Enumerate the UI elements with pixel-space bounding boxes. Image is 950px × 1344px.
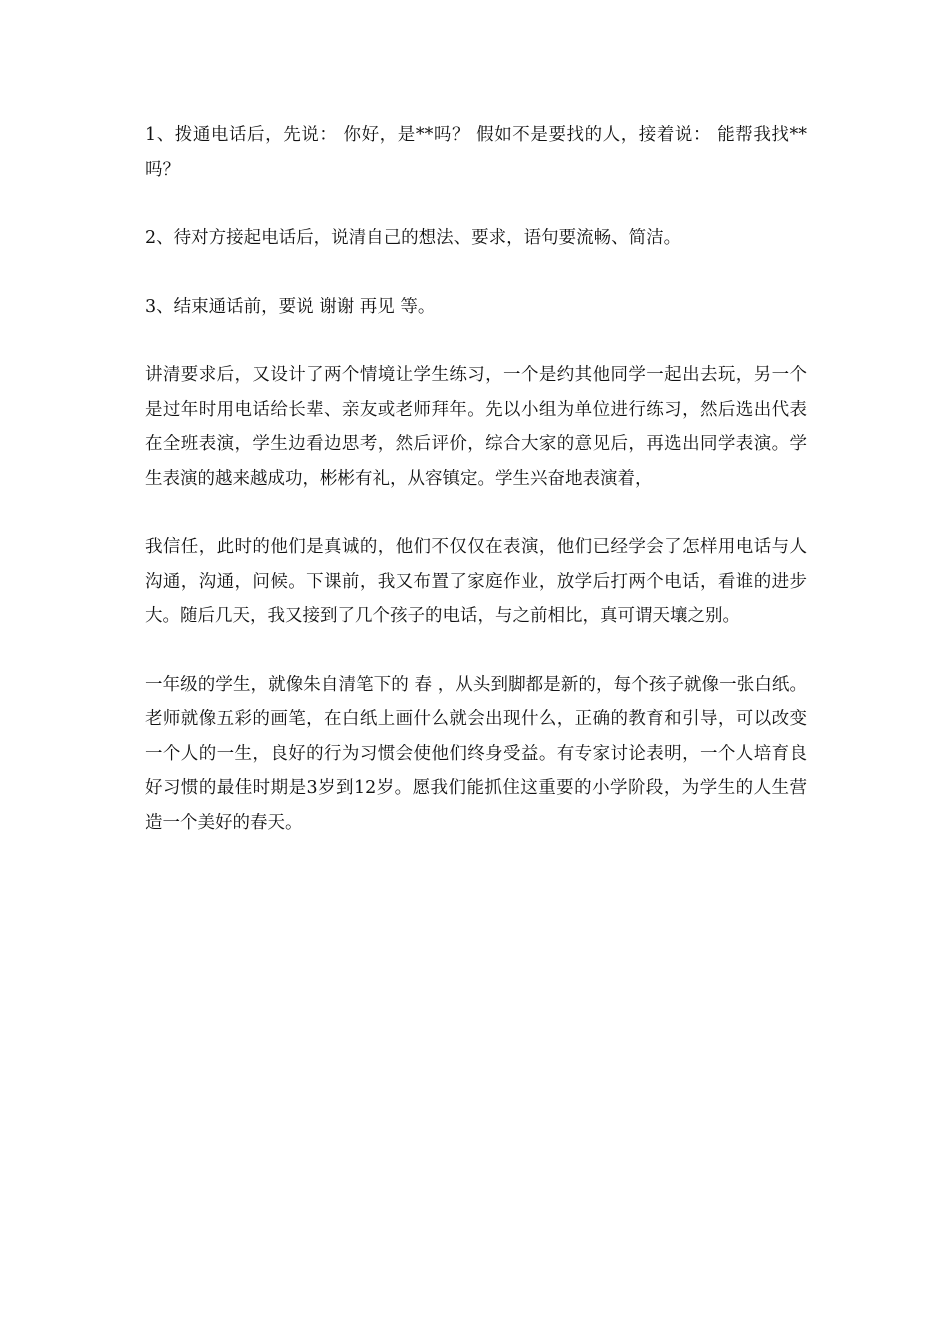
paragraph-step-3: 3、结束通话前，要说 谢谢 再见 等。 (145, 296, 436, 317)
paragraph-step-2: 2、待对方接起电话后，说清自己的想法、要求，语句要流畅、简洁。 (145, 228, 682, 248)
paragraph-practice: 讲清要求后，又设计了两个情境让学生练习，一个是约其他同学一起出去玩，另一个是过年时用电话给长辈、亲友或老师拜年。先以小组为单位进行练习，然后选出代表在全班表演，学生边看边思考，然后评价，综合大家的意见后，再选出同学表演。学生表演的越来越成功，彬彬有礼，从容镇定。学生兴奋地表演着， (145, 365, 807, 489)
paragraph-reflection: 我信任，此时的他们是真诚的，他们不仅仅在表演，他们已经学会了怎样用电话与人沟通，沟通，问候。下课前，我又布置了家庭作业，放学后打两个电话，看谁的进步大。随后几天，我又接到了几个孩子的电话，与之前相比，真可谓天壤之别。 (145, 537, 807, 626)
paragraph-step-1: 1、拨通电话后，先说： 你好，是**吗？ 假如不是要找的人，接着说： 能帮我找**吗？ (145, 125, 807, 180)
paragraph-conclusion: 一年级的学生，就像朱自清笔下的 春 ，从头到脚都是新的，每个孩子就像一张白纸。老师就像五彩的画笔，在白纸上画什么就会出现什么，正确的教育和引导，可以改变一个人的一生，良好的行为习惯会使他们终身受益。有专家讨论表明，一个人培育良好习惯的最佳时期是3岁到12岁。愿我们能抓住这重要的小学阶段，为学生的人生营造一个美好的春天。 (145, 674, 807, 833)
document-page (145, 118, 807, 874)
